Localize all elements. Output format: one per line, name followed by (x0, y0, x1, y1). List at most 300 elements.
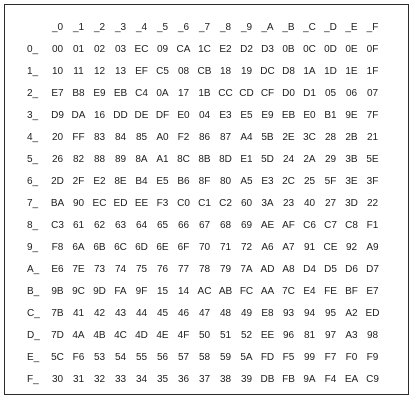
table-cell: 72 (240, 242, 253, 253)
table-cell: 22 (366, 198, 379, 209)
table-cell: 58 (198, 352, 211, 363)
table-cell: CB (197, 66, 212, 77)
table-cell: B4 (135, 176, 148, 187)
table-cell: A2 (345, 308, 358, 319)
table-cell: 76 (156, 264, 169, 275)
table-cell: E2 (93, 176, 106, 187)
table-cell: 40 (303, 198, 316, 209)
table-cell: 24 (282, 154, 295, 165)
table-cell: E8 (261, 308, 274, 319)
table-cell: A3 (345, 330, 358, 341)
table-cell: 13 (114, 66, 127, 77)
table-cell: 06 (345, 88, 358, 99)
table-cell: DC (260, 66, 275, 77)
table-cell: 6E (156, 242, 169, 253)
row-header: E_ (27, 352, 40, 363)
table-cell: 4D (135, 330, 148, 341)
table-row (27, 237, 383, 259)
table-cell: CE (323, 242, 338, 253)
table-cell: 86 (198, 132, 211, 143)
table-cell: E2 (219, 44, 232, 55)
table-cell: 92 (345, 242, 358, 253)
table-cell: 37 (198, 374, 211, 385)
table-cell: 99 (303, 352, 316, 363)
table-cell: C7 (324, 220, 337, 231)
table-cell: 5D (261, 154, 274, 165)
table-cell: 21 (366, 132, 379, 143)
column-header: _4 (135, 22, 148, 33)
table-cell: 00 (51, 44, 64, 55)
table-cell: F3 (156, 198, 169, 209)
table-cell: DE (134, 110, 149, 121)
table-cell: ED (113, 198, 128, 209)
table-cell: 88 (93, 154, 106, 165)
table-cell: 8A (135, 154, 148, 165)
table-cell: E0 (303, 110, 316, 121)
table-cell: 8F (198, 176, 211, 187)
table-cell: 4A (72, 330, 85, 341)
table-cell: 69 (240, 220, 253, 231)
table-cell: EF (135, 66, 148, 77)
table-row (27, 259, 383, 281)
table-cell: 02 (93, 44, 106, 55)
column-header: _A (261, 22, 274, 33)
table-cell: 73 (93, 264, 106, 275)
table-cell: 4C (114, 330, 127, 341)
table-cell: 48 (219, 308, 232, 319)
column-header: _9 (240, 22, 253, 33)
table-cell: 6F (177, 242, 190, 253)
table-cell: 9D (93, 286, 106, 297)
table-cell: 7C (282, 286, 295, 297)
table-cell: E5 (156, 176, 169, 187)
table-cell: 2F (72, 176, 85, 187)
table-cell: 1E (345, 66, 358, 77)
table-cell: 6D (135, 242, 148, 253)
table-cell: A5 (240, 176, 253, 187)
table-cell: FB (282, 374, 295, 385)
table-cell: 3F (366, 176, 379, 187)
table-cell: 32 (93, 374, 106, 385)
table-cell: 5A (240, 352, 253, 363)
row-header: 9_ (27, 242, 39, 253)
table-row (27, 127, 383, 149)
table-cell: 64 (135, 220, 148, 231)
table-cell: E9 (93, 88, 106, 99)
table-cell: 0F (366, 44, 379, 55)
row-header: 2_ (27, 88, 39, 99)
table-cell: 54 (114, 352, 127, 363)
table-cell: 3A (261, 198, 274, 209)
table-cell: 04 (198, 110, 211, 121)
table-cell: 1B (198, 88, 211, 99)
table-cell: C1 (198, 198, 211, 209)
column-header: _C (303, 22, 316, 33)
table-cell: 53 (93, 352, 106, 363)
table-cell: 17 (177, 88, 190, 99)
row-header: 5_ (27, 154, 39, 165)
table-cell: 71 (219, 242, 232, 253)
table-cell: BF (345, 286, 358, 297)
table-cell: 3E (345, 176, 358, 187)
table-row (27, 149, 383, 171)
table-cell: 67 (198, 220, 211, 231)
table-cell: 7E (72, 264, 85, 275)
row-header: D_ (27, 330, 40, 341)
table-cell: A4 (240, 132, 253, 143)
table-cell: 5B (261, 132, 274, 143)
table-cell: 0E (345, 44, 358, 55)
table-cell: FF (72, 132, 85, 143)
table-cell: 0B (282, 44, 295, 55)
table-cell: 65 (156, 220, 169, 231)
table-cell: 03 (114, 44, 127, 55)
table-row (27, 347, 383, 369)
table-cell: 9C (72, 286, 85, 297)
table-cell: CA (176, 44, 191, 55)
table-cell: 47 (198, 308, 211, 319)
table-cell: EC (92, 198, 107, 209)
table-cell: C5 (156, 66, 169, 77)
table-cell: 70 (198, 242, 211, 253)
table-cell: 18 (219, 66, 232, 77)
table-cell: 84 (114, 132, 127, 143)
row-header: 4_ (27, 132, 39, 143)
table-row (27, 83, 383, 105)
table-cell: E0 (177, 110, 190, 121)
table-cell: F4 (324, 374, 337, 385)
table-row (27, 171, 383, 193)
table-cell: 96 (282, 330, 295, 341)
table-cell: A8 (282, 264, 295, 275)
table-cell: ED (365, 308, 380, 319)
table-cell: 05 (324, 88, 337, 99)
table-cell: D5 (324, 264, 337, 275)
table-cell: 66 (177, 220, 190, 231)
table-cell: 55 (135, 352, 148, 363)
table-cell: 7B (51, 308, 64, 319)
table-cell: 27 (324, 198, 337, 209)
table-cell: 9B (51, 286, 64, 297)
row-header: A_ (27, 264, 40, 275)
table-cell: C0 (177, 198, 190, 209)
table-cell: 46 (177, 308, 190, 319)
table-cell: A1 (156, 154, 169, 165)
table-cell: 85 (135, 132, 148, 143)
table-cell: 83 (93, 132, 106, 143)
table-cell: F0 (345, 352, 358, 363)
table-cell: 59 (219, 352, 232, 363)
table-cell: 9F (135, 286, 148, 297)
table-cell: 8B (198, 154, 211, 165)
table-cell: 5E (366, 154, 379, 165)
table-cell: 4B (93, 330, 106, 341)
table-cell: 94 (303, 308, 316, 319)
table-cell: 0D (324, 44, 337, 55)
row-header: 7_ (27, 198, 39, 209)
row-header: 1_ (27, 66, 39, 77)
table-cell: F2 (177, 132, 190, 143)
table-cell: 1C (198, 44, 211, 55)
table-cell: DF (155, 110, 170, 121)
table-cell: 7A (240, 264, 253, 275)
table-cell: E6 (51, 264, 64, 275)
table-row (27, 39, 383, 61)
table-cell: C3 (51, 220, 64, 231)
table-row (27, 61, 383, 83)
table-cell: 23 (282, 198, 295, 209)
table-cell: 9A (303, 374, 316, 385)
table-cell: E3 (219, 110, 232, 121)
table-row (27, 105, 383, 127)
table-cell: 45 (156, 308, 169, 319)
table-row (27, 215, 383, 237)
table-cell: 2D (51, 176, 64, 187)
table-row (27, 193, 383, 215)
table-cell: D0 (282, 88, 295, 99)
table-cell: AE (260, 220, 275, 231)
table-cell: BA (50, 198, 65, 209)
table-cell: FE (324, 286, 337, 297)
table-cell: EC (134, 44, 149, 55)
table-cell: 6B (93, 242, 106, 253)
table-cell: 7F (366, 110, 379, 121)
table-cell: 42 (93, 308, 106, 319)
table-body (27, 39, 383, 391)
table-cell: EB (281, 110, 296, 121)
row-header: C_ (27, 308, 40, 319)
table-cell: 68 (219, 220, 232, 231)
table-cell: B1 (324, 110, 337, 121)
table-cell: 35 (156, 374, 169, 385)
table-cell: D8 (282, 66, 295, 77)
table-cell: F6 (72, 352, 85, 363)
table-cell: D1 (303, 88, 316, 99)
table-cell: E5 (240, 110, 253, 121)
table-cell: C2 (219, 198, 232, 209)
table-cell: 90 (72, 198, 85, 209)
table-cell: 2B (345, 132, 358, 143)
table-cell: 07 (366, 88, 379, 99)
table-cell: 09 (156, 44, 169, 55)
corner-cell (27, 17, 47, 39)
table-cell: E1 (240, 154, 253, 165)
column-header: _D (324, 22, 337, 33)
table-cell: B8 (72, 88, 85, 99)
column-header: _5 (156, 22, 169, 33)
table-cell: 25 (303, 176, 316, 187)
table-cell: 1F (366, 66, 379, 77)
table-cell: E7 (51, 88, 64, 99)
table-cell: 38 (219, 374, 232, 385)
table-cell: E9 (261, 110, 274, 121)
table-cell: 61 (72, 220, 85, 231)
table-cell: 8E (114, 176, 127, 187)
table-cell: 5F (324, 176, 337, 187)
table-cell: FD (260, 352, 275, 363)
table-row (27, 325, 383, 347)
column-header-row (27, 17, 383, 39)
table-cell: 51 (219, 330, 232, 341)
table-cell: 63 (114, 220, 127, 231)
table-cell: 11 (73, 66, 84, 77)
table-cell: 95 (324, 308, 337, 319)
table-cell: C9 (366, 374, 379, 385)
table-cell: 3B (345, 154, 358, 165)
row-header: B_ (27, 286, 40, 297)
table-cell: 0C (303, 44, 316, 55)
table-cell: AC (197, 286, 212, 297)
column-header: _1 (72, 22, 85, 33)
table-cell: 9E (345, 110, 358, 121)
table-cell: 0A (156, 88, 169, 99)
table-cell: A9 (366, 242, 379, 253)
table-cell: CF (260, 88, 275, 99)
row-header: F_ (27, 374, 39, 385)
row-header: 8_ (27, 220, 39, 231)
table-cell: 93 (282, 308, 295, 319)
table-cell: 81 (303, 330, 316, 341)
table-cell: 74 (114, 264, 127, 275)
table-cell: E3 (261, 176, 274, 187)
table-cell: 34 (135, 374, 148, 385)
table-cell: B6 (177, 176, 190, 187)
table-cell: F5 (282, 352, 295, 363)
table-cell: A6 (261, 242, 274, 253)
table-row (27, 369, 383, 391)
column-header: _7 (198, 22, 211, 33)
table-cell: F8 (51, 242, 64, 253)
table-cell: 79 (219, 264, 232, 275)
table-cell: 6C (114, 242, 127, 253)
table-cell: 75 (135, 264, 148, 275)
table-cell: 57 (177, 352, 190, 363)
table-cell: 29 (324, 154, 337, 165)
table-cell: FC (239, 286, 254, 297)
table-cell: 1D (324, 66, 337, 77)
column-header: _6 (177, 22, 190, 33)
table-cell: FA (114, 286, 127, 297)
table-cell: CC (218, 88, 233, 99)
table-cell: EE (260, 330, 275, 341)
table-cell: DB (260, 374, 275, 385)
table-cell: CD (239, 88, 254, 99)
table-cell: 12 (93, 66, 106, 77)
column-header: _B (282, 22, 295, 33)
table-cell: 7D (51, 330, 64, 341)
table-cell: A0 (156, 132, 169, 143)
table-cell: 14 (177, 286, 190, 297)
table-cell: DA (71, 110, 86, 121)
table-cell: 2C (282, 176, 295, 187)
table-row (27, 303, 383, 325)
table-cell: 44 (135, 308, 148, 319)
table-cell: D6 (345, 264, 358, 275)
table-cell: 2A (303, 154, 316, 165)
table-cell: 43 (114, 308, 127, 319)
table-cell: D2 (240, 44, 253, 55)
table-cell: 15 (156, 286, 169, 297)
table-cell: D9 (51, 110, 64, 121)
column-header: _F (366, 22, 379, 33)
table-cell: DD (113, 110, 128, 121)
table-cell: 87 (219, 132, 232, 143)
table-cell: AA (260, 286, 275, 297)
row-header: 3_ (27, 110, 39, 121)
code-table-frame (4, 4, 409, 395)
table-cell: 20 (51, 132, 64, 143)
table-cell: E4 (303, 286, 316, 297)
table-cell: 8C (177, 154, 190, 165)
table-cell: 77 (177, 264, 190, 275)
table-cell: 82 (72, 154, 85, 165)
table-cell: 30 (51, 374, 64, 385)
column-header: _E (345, 22, 358, 33)
table-cell: 31 (72, 374, 85, 385)
table-cell: D3 (261, 44, 274, 55)
table-cell: E7 (366, 286, 379, 297)
table-cell: AD (260, 264, 275, 275)
table-cell: EA (344, 374, 359, 385)
table-cell: 91 (303, 242, 316, 253)
table-cell: 62 (93, 220, 106, 231)
table-cell: 4E (156, 330, 169, 341)
table-cell: 3D (345, 198, 358, 209)
table-cell: 49 (240, 308, 253, 319)
table-cell: 89 (114, 154, 127, 165)
table-cell: 08 (177, 66, 190, 77)
table-cell: AB (218, 286, 233, 297)
table-cell: 52 (240, 330, 253, 341)
table-cell: 19 (240, 66, 253, 77)
table-cell: F7 (324, 352, 337, 363)
table-cell: F1 (366, 220, 379, 231)
table-cell: F9 (366, 352, 379, 363)
table-cell: 26 (51, 154, 64, 165)
table-cell: 4F (177, 330, 190, 341)
row-header: 6_ (27, 176, 39, 187)
table-cell: 6A (72, 242, 85, 253)
table-cell: 41 (72, 308, 85, 319)
table-cell: 01 (72, 44, 85, 55)
column-header: _0 (51, 22, 64, 33)
table-cell: 39 (240, 374, 253, 385)
table-cell: 3C (303, 132, 316, 143)
table-cell: AF (282, 220, 295, 231)
table-cell: A7 (282, 242, 295, 253)
table-cell: 97 (324, 330, 337, 341)
table-cell: D4 (303, 264, 316, 275)
table-cell: C8 (345, 220, 358, 231)
row-header: 0_ (27, 44, 39, 55)
table-cell: 98 (366, 330, 379, 341)
table-cell: 78 (198, 264, 211, 275)
table-cell: 80 (219, 176, 232, 187)
table-cell: 60 (240, 198, 253, 209)
table-cell: 33 (114, 374, 127, 385)
table-cell: 2E (282, 132, 295, 143)
code-table (27, 17, 383, 391)
column-header: _2 (93, 22, 106, 33)
table-cell: C6 (303, 220, 316, 231)
column-header: _8 (219, 22, 232, 33)
table-cell: EE (134, 198, 149, 209)
table-cell: 36 (177, 374, 190, 385)
table-cell: 8D (219, 154, 232, 165)
table-cell: 5C (51, 352, 64, 363)
table-cell: 56 (156, 352, 169, 363)
table-cell: 10 (51, 66, 64, 77)
